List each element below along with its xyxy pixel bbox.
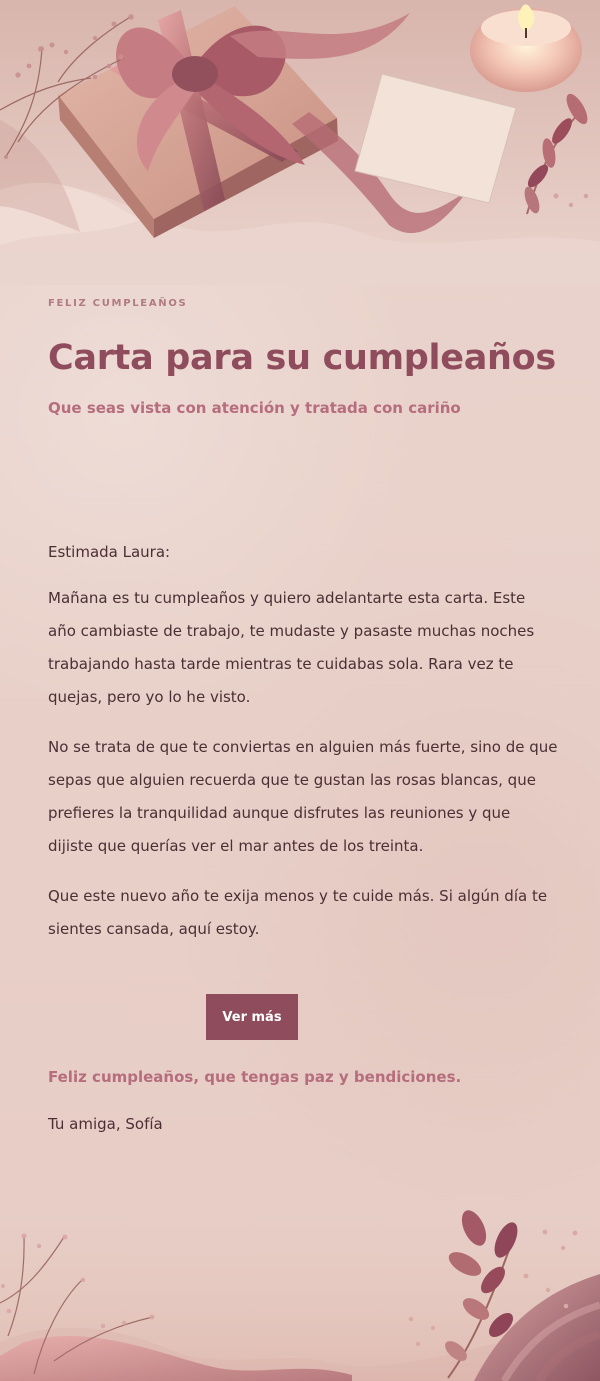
gift-top-image xyxy=(0,0,600,285)
gift-top-illustration xyxy=(0,0,600,285)
page-title: Carta para su cumpleaños xyxy=(48,338,556,378)
cta-wrapper xyxy=(206,994,298,1040)
birthday-wish: Feliz cumpleaños, que tengas paz y bendiciones. xyxy=(48,1068,462,1086)
flowers-bottom-illustration xyxy=(0,1191,600,1381)
view-more-button[interactable]: Ver más xyxy=(206,994,298,1040)
letter-paragraph: Mañana es tu cumpleaños y quiero adelantarte esta carta. Este año cambiaste de trabajo, te mudaste y pasaste muchas noches trabajando hasta tarde mientras te cuidabas sola. Rara vez te quejas, pero yo lo he visto. xyxy=(48,589,535,706)
page-subtitle: Que seas vista con atención y tratada con cariño xyxy=(48,399,461,417)
signature: Tu amiga, Sofía xyxy=(48,1115,163,1133)
letter-paragraph: No se trata de que te conviertas en alguien más fuerte, sino de que sepas que alguien recuerda que te gustan las rosas blancas, que prefieres la tranquilidad aunque disfrutes las reuniones y que dijiste que querías ver el mar antes de los treinta. xyxy=(48,738,558,855)
flowers-bottom-image xyxy=(0,1191,600,1381)
eyebrow-label: FELIZ CUMPLEAÑOS xyxy=(48,298,188,309)
letter-paragraph: Que este nuevo año te exija menos y te cuide más. Si algún día te sientes cansada, aquí estoy. xyxy=(48,887,548,938)
letter-greeting: Estimada Laura: xyxy=(48,543,171,561)
